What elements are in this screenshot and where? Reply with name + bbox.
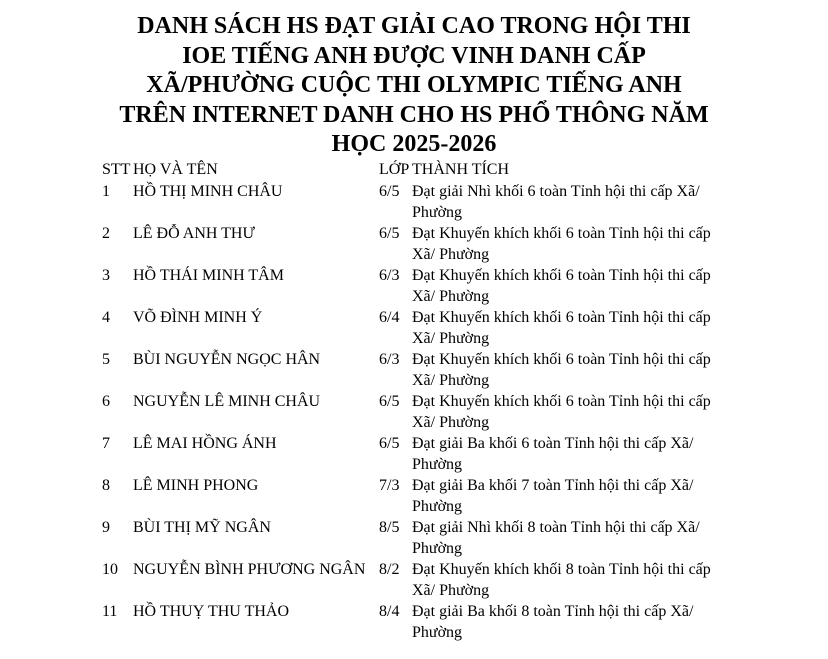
cell-name: HỒ THÁI MINH TÂM (133, 267, 284, 284)
cell-stt: 1 (102, 183, 110, 200)
cell-class: 6/5 (379, 225, 400, 242)
cell-stt: 7 (102, 435, 110, 452)
title-line: TRÊN INTERNET DANH CHO HS PHỔ THÔNG NĂM (119, 101, 709, 128)
cell-achievement: Đạt Khuyến khích khối 6 toàn Tỉnh hội thi cấp Xã/ Phường (412, 267, 711, 305)
title-line: HỌC 2025-2026 (331, 131, 497, 157)
awards-table (102, 160, 722, 644)
cell-class: 6/4 (379, 309, 400, 326)
table-row (102, 602, 722, 644)
title-line: XÃ/PHƯỜNG CUỘC THI OLYMPIC TIẾNG ANH (146, 72, 682, 98)
cell-name: NGUYỄN LÊ MINH CHÂU (133, 393, 321, 410)
header-name: HỌ VÀ TÊN (133, 161, 218, 178)
cell-stt: 9 (102, 519, 110, 536)
cell-achievement: Đạt Khuyến khích khối 8 toàn Tỉnh hội thi cấp Xã/ Phường (412, 561, 711, 599)
cell-class: 6/3 (379, 267, 400, 284)
header-achievement: THÀNH TÍCH (412, 161, 510, 178)
cell-achievement: Đạt Khuyến khích khối 6 toàn Tỉnh hội thi cấp Xã/ Phường (412, 225, 711, 263)
cell-achievement: Đạt giải Ba khối 7 toàn Tỉnh hội thi cấp Xã/ Phường (412, 477, 694, 515)
cell-stt: 8 (102, 477, 110, 494)
cell-stt: 10 (102, 561, 118, 578)
table-row (102, 350, 722, 392)
cell-class: 6/5 (379, 393, 400, 410)
table-row (102, 266, 722, 308)
cell-achievement: Đạt Khuyến khích khối 6 toàn Tỉnh hội thi cấp Xã/ Phường (412, 309, 711, 347)
table-row (102, 476, 722, 518)
table-row (102, 308, 722, 350)
header-stt: STT (102, 161, 131, 178)
header-class: LỚP (379, 161, 410, 178)
cell-stt: 6 (102, 393, 110, 410)
cell-name: VÕ ĐÌNH MINH Ý (133, 309, 263, 326)
cell-achievement: Đạt giải Nhì khối 8 toàn Tỉnh hội thi cấp Xã/ Phường (412, 519, 700, 557)
cell-achievement: Đạt Khuyến khích khối 6 toàn Tỉnh hội thi cấp Xã/ Phường (412, 393, 711, 431)
table-row (102, 518, 722, 560)
cell-class: 7/3 (379, 477, 400, 494)
table-header-row (102, 160, 722, 182)
table-row (102, 182, 722, 224)
table-row (102, 392, 722, 434)
cell-class: 8/2 (379, 561, 400, 578)
cell-stt: 3 (102, 267, 110, 284)
cell-name: BÙI THỊ MỸ NGÂN (133, 519, 271, 536)
title-line: IOE TIẾNG ANH ĐƯỢC VINH DANH CẤP (182, 42, 646, 69)
table-row (102, 560, 722, 602)
cell-stt: 4 (102, 309, 110, 326)
cell-name: LÊ MINH PHONG (133, 477, 259, 494)
cell-class: 6/5 (379, 183, 400, 200)
cell-class: 6/5 (379, 435, 400, 452)
cell-name: NGUYỄN BÌNH PHƯƠNG NGÂN (133, 561, 366, 578)
cell-stt: 11 (102, 603, 118, 620)
cell-name: BÙI NGUYỄN NGỌC HÂN (133, 351, 321, 368)
cell-achievement: Đạt giải Ba khối 6 toàn Tỉnh hội thi cấp Xã/ Phường (412, 435, 694, 473)
cell-stt: 2 (102, 225, 110, 242)
table-row (102, 224, 722, 266)
table-row (102, 434, 722, 476)
cell-name: LÊ ĐỖ ANH THƯ (133, 225, 255, 242)
cell-achievement: Đạt giải Ba khối 8 toàn Tỉnh hội thi cấp Xã/ Phường (412, 603, 694, 641)
cell-class: 6/3 (379, 351, 400, 368)
cell-name: HỒ THỊ MINH CHÂU (133, 183, 283, 200)
cell-achievement: Đạt Khuyến khích khối 6 toàn Tỉnh hội thi cấp Xã/ Phường (412, 351, 711, 389)
cell-class: 8/5 (379, 519, 400, 536)
page-title (90, 12, 738, 160)
cell-name: HỒ THUỴ THU THẢO (133, 603, 289, 620)
cell-stt: 5 (102, 351, 110, 368)
cell-achievement: Đạt giải Nhì khối 6 toàn Tỉnh hội thi cấp Xã/ Phường (412, 183, 700, 221)
cell-name: LÊ MAI HỒNG ÁNH (133, 435, 277, 452)
cell-class: 8/4 (379, 603, 400, 620)
title-line: DANH SÁCH HS ĐẠT GIẢI CAO TRONG HỘI THI (137, 13, 691, 39)
